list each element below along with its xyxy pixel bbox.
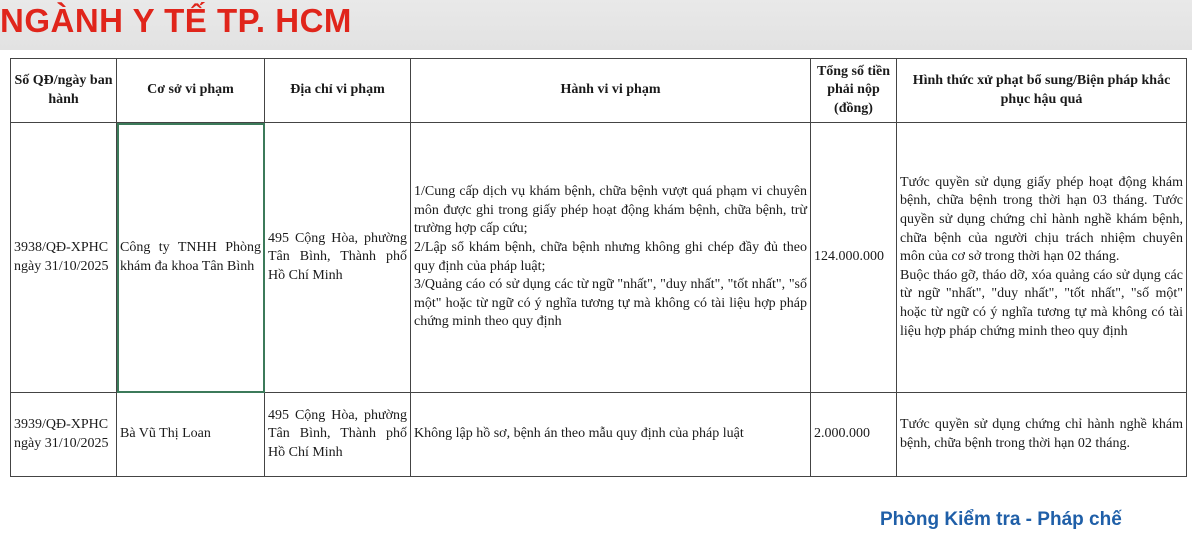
violations-table	[10, 58, 1187, 477]
column-header-facility: Cơ sở vi phạm	[117, 59, 265, 123]
violations-cell[interactable]	[411, 123, 811, 393]
violation-item: Không lập hồ sơ, bệnh án theo mẫu quy định của pháp luật	[414, 426, 744, 442]
measure-item: Buộc tháo gỡ, tháo dỡ, xóa quảng cáo sử dụng các từ ngữ "nhất", "duy nhất", "tốt nhất", "số một" hoặc từ ngữ có ý nghĩa tương tự mà không có tài liệu hợp pháp chứng minh theo quy định	[900, 267, 1183, 339]
facility-cell[interactable]: Bà Vũ Thị Loan	[117, 393, 265, 477]
table-row	[11, 393, 1187, 477]
decision-cell[interactable]: 3939/QĐ-XPHC ngày 31/10/2025	[11, 393, 117, 477]
amount-cell[interactable]: 124.000.000	[811, 123, 897, 393]
measures-cell[interactable]	[897, 123, 1187, 393]
violation-item: 3/Quảng cáo có sử dụng các từ ngữ "nhất", "duy nhất", "tốt nhất", "số một" hoặc từ ngữ có ý nghĩa tương tự mà không có tài liệu hợp pháp chứng minh theo quy định	[414, 277, 807, 330]
address-cell[interactable]: 495 Cộng Hòa, phường Tân Bình, Thành phố Hồ Chí Minh	[265, 123, 411, 393]
header-title: NGÀNH Y TẾ TP. HCM	[0, 2, 352, 39]
footer-department: Phòng Kiểm tra - Pháp chế	[880, 509, 1122, 530]
address-cell[interactable]: 495 Cộng Hòa, phường Tân Bình, Thành phố Hồ Chí Minh	[265, 393, 411, 477]
column-header-decision: Số QĐ/ngày ban hành	[11, 59, 117, 123]
table-header-row	[11, 59, 1187, 123]
table-row	[11, 123, 1187, 393]
measure-item: Tước quyền sử dụng chứng chỉ hành nghề khám bệnh, chữa bệnh trong thời hạn 02 tháng.	[900, 416, 1183, 451]
column-header-violations: Hành vi vi phạm	[411, 59, 811, 123]
column-header-measures: Hình thức xử phạt bổ sung/Biện pháp khắc phục hậu quả	[897, 59, 1187, 123]
measures-cell[interactable]	[897, 393, 1187, 477]
header-bar	[0, 0, 1200, 50]
violation-item: 1/Cung cấp dịch vụ khám bệnh, chữa bệnh vượt quá phạm vi chuyên môn được ghi trong giấy phép hoạt động khám bệnh, chữa bệnh, trừ trường hợp cấp cứu;	[414, 184, 807, 237]
column-header-amount: Tổng số tiền phải nộp (đồng)	[811, 59, 897, 123]
facility-cell[interactable]: Công ty TNHH Phòng khám đa khoa Tân Bình	[117, 123, 265, 393]
violations-cell[interactable]	[411, 393, 811, 477]
decision-cell[interactable]: 3938/QĐ-XPHC ngày 31/10/2025	[11, 123, 117, 393]
violation-item: 2/Lập sổ khám bệnh, chữa bệnh nhưng không ghi chép đầy đủ theo quy định của pháp luật;	[414, 239, 807, 274]
amount-cell[interactable]: 2.000.000	[811, 393, 897, 477]
measure-item: Tước quyền sử dụng giấy phép hoạt động khám bệnh, chữa bệnh trong thời hạn 03 tháng. Tước quyền sử dụng chứng chỉ hành nghề khám bệnh, chữa bệnh của người chịu trách nhiệm chuyên môn của cơ sở trong thời hạn 02 tháng.	[900, 174, 1183, 265]
column-header-address: Địa chỉ vi phạm	[265, 59, 411, 123]
page-edge	[1192, 0, 1200, 50]
